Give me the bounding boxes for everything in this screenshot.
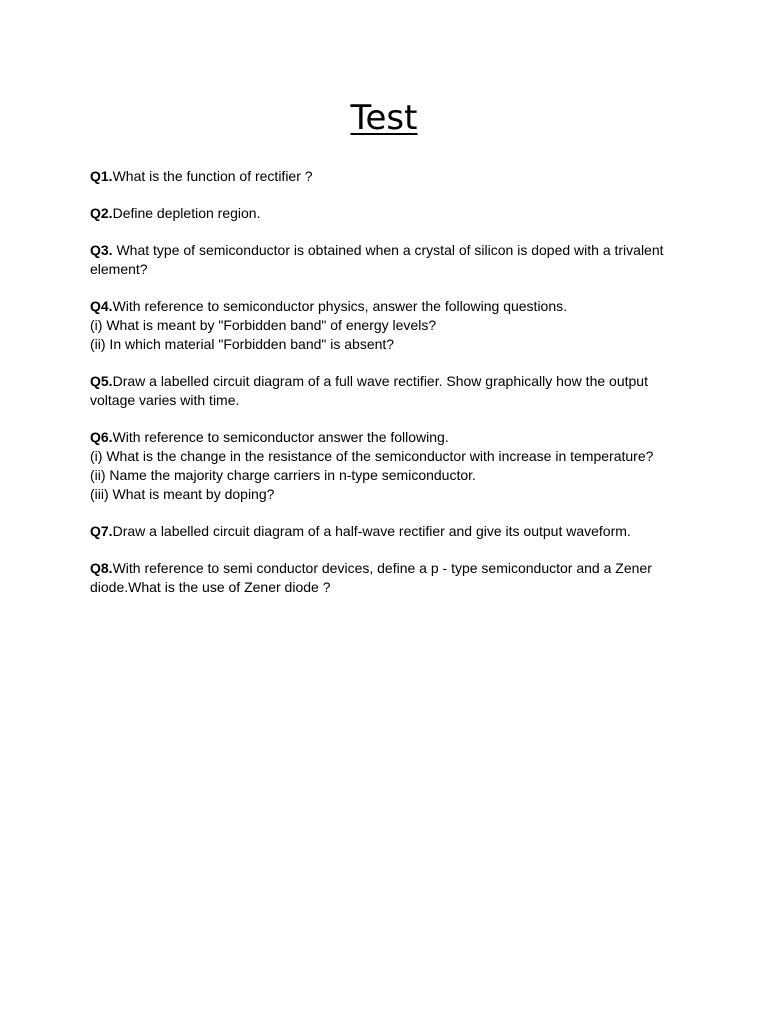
- question-line: [90, 372, 690, 410]
- sub-question: (iii) What is meant by doping?: [90, 486, 275, 502]
- page-title: Test: [350, 98, 418, 138]
- question-text: With reference to semiconductor answer the following.: [112, 429, 449, 445]
- question-4: [90, 297, 690, 354]
- question-line: [90, 297, 690, 316]
- question-6: [90, 428, 690, 504]
- question-line: [90, 167, 690, 186]
- question-line: [90, 428, 690, 447]
- question-number: Q7.: [90, 523, 113, 539]
- sub-question: (ii) Name the majority charge carriers in n-type semiconductor.: [90, 467, 476, 483]
- question-1: [90, 167, 690, 186]
- question-text: What is the function of rectifier ?: [112, 168, 313, 184]
- sub-question: (i) What is meant by "Forbidden band" of energy levels?: [90, 317, 437, 333]
- question-2: [90, 204, 690, 223]
- question-line: [90, 241, 690, 279]
- sub-question: (i) What is the change in the resistance of the semiconductor with increase in temperature?: [90, 448, 654, 464]
- question-number: Q6.: [90, 429, 113, 445]
- question-number: Q4.: [90, 298, 113, 314]
- question-list: [90, 167, 690, 615]
- question-number: Q8.: [90, 560, 113, 576]
- question-number: Q3.: [90, 242, 113, 258]
- question-line: [90, 559, 690, 597]
- question-text: With reference to semiconductor physics, answer the following questions.: [112, 298, 568, 314]
- question-line: [90, 522, 690, 541]
- question-text: Draw a labelled circuit diagram of a half-wave rectifier and give its output waveform.: [112, 523, 631, 539]
- question-text: Draw a labelled circuit diagram of a full wave rectifier. Show graphically how the output voltage varies with time.: [90, 373, 648, 408]
- question-text: What type of semiconductor is obtained when a crystal of silicon is doped with a trivalent element?: [90, 242, 668, 277]
- question-7: [90, 522, 690, 541]
- question-text: Define depletion region.: [112, 205, 261, 221]
- question-3: [90, 241, 690, 279]
- question-text: With reference to semi conductor devices, define a p - type semiconductor and a Zener diode.What is the use of Zener diode ?: [90, 560, 652, 595]
- question-number: Q1.: [90, 168, 113, 184]
- question-5: [90, 372, 690, 410]
- question-number: Q5.: [90, 373, 113, 389]
- question-line: [90, 204, 690, 223]
- question-number: Q2.: [90, 205, 113, 221]
- question-8: [90, 559, 690, 597]
- sub-question: (ii) In which material "Forbidden band" is absent?: [90, 336, 395, 352]
